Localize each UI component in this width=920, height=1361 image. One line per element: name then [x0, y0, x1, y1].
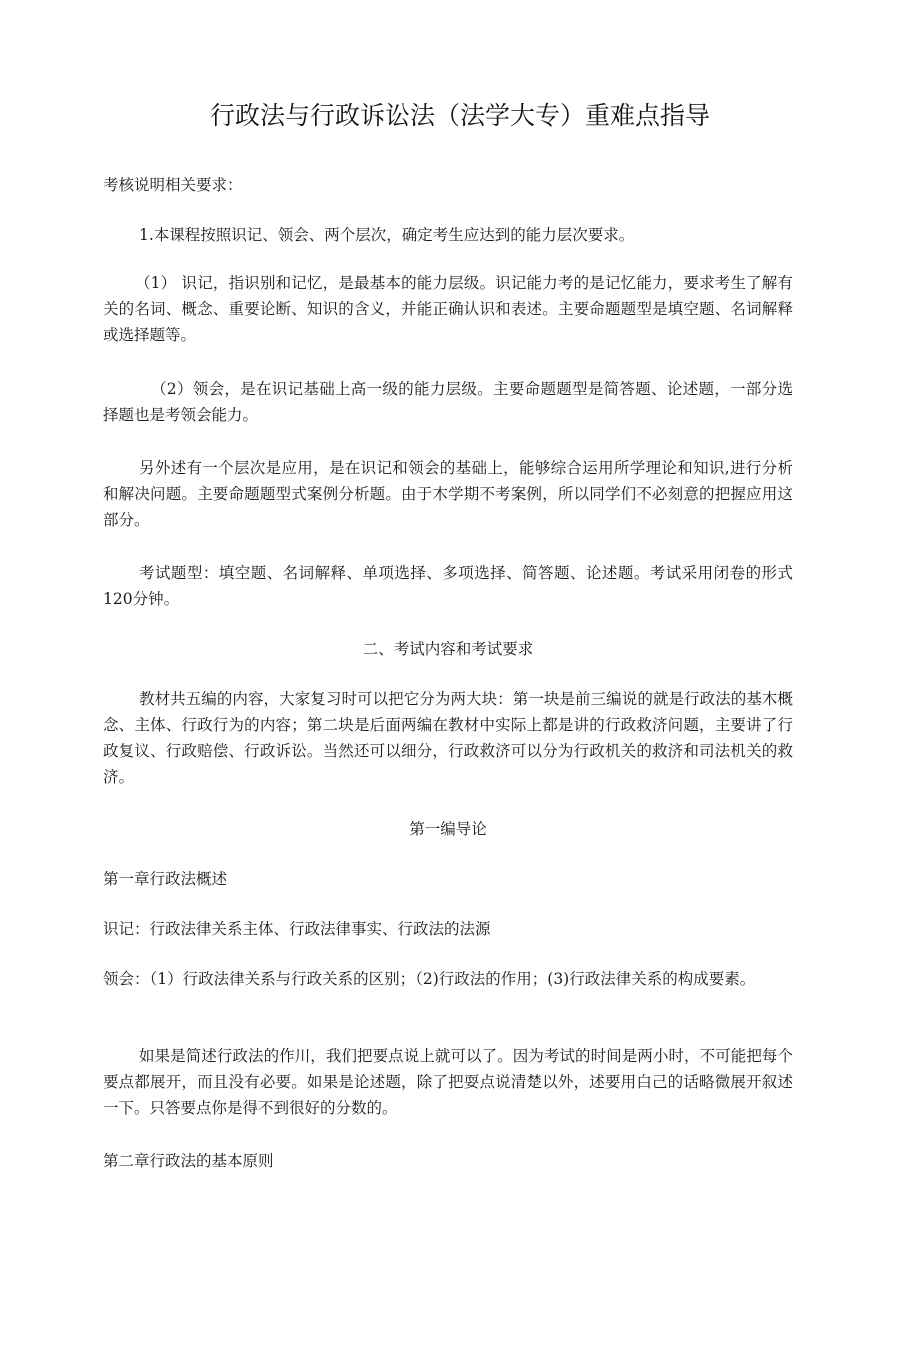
paragraph-textbook-overview: 教材共五编的内容，大家复习时可以把它分为两大块：第一块是前三编说的就是行政法的基木概念、主体、行政行为的内容；第二块是后面两编在教材中实际上都是讲的行政救济问题，主要讲了行政复议、行政赔偿、行政诉讼。当然还可以细分，行政救济可以分为行政机关的救济和司法机关的救济。 — [103, 690, 793, 786]
paragraph-application: 另外述有一个层次是应用，是在识记和领会的基础上，能够综合运用所学理论和知识,进行分析和解决问题。主要命题题型式案例分析题。由于木学期不考案例，所以同学们不必刻意的把握应用这部分。 — [103, 459, 793, 529]
paragraph-comprehension: （2）领会，是在识记基础上高一级的能力层级。主要命题题型是简答题、论述题，一部分选择题也是考领会能力。 — [103, 380, 793, 424]
section-heading-exam-content: 二、考试内容和考试要求 — [362, 640, 534, 658]
chapter-heading-1: 第一章行政法概述 — [103, 870, 228, 888]
paragraph-ability-levels: 1.本课程按照识记、领会、两个层次，确定考生应达到的能力层次要求。 — [139, 226, 635, 244]
paragraph-comprehension-items: 领会：（1）行政法律关系与行政关系的区别；（2)行政法的作用；(3)行政法律关系的构成要素。 — [103, 970, 756, 988]
paragraph-answer-tips: 如果是简述行政法的作川，我们把要点说上就可以了。因为考试的时间是两小时，不可能把每个要点都展开，而且没有必要。如果是论述题，除了把耍点说清楚以外，述要用白己的话略微展开叙述一下。只答要点你是得不到很好的分数的。 — [103, 1047, 793, 1117]
paragraph-exam-types: 考试题型：填空题、名词解释、单项选择、多项选择、简答题、论述题。考试采用闭卷的形式120分钟。 — [103, 564, 793, 608]
part-heading-introduction: 第一编导论 — [409, 820, 487, 838]
paragraph-recognition-items: 识记：行政法律关系主体、行政法律事实、行政法的法源 — [103, 920, 491, 938]
paragraph-recognition: （1） 识记，指识别和记忆，是最基本的能力层级。识记能力考的是记忆能力，要求考生了解有关的名词、概念、重要论断、知识的含义，并能正确认识和表述。主要命题题型是填空题、名词解释或选择题等。 — [103, 274, 793, 344]
document-title: 行政法与行政诉讼法（法学大专）重难点指导 — [209, 101, 710, 130]
chapter-heading-2: 第二章行政法的基本原则 — [103, 1152, 274, 1170]
paragraph-exam-requirements-heading: 考核说明相关要求： — [103, 176, 243, 194]
